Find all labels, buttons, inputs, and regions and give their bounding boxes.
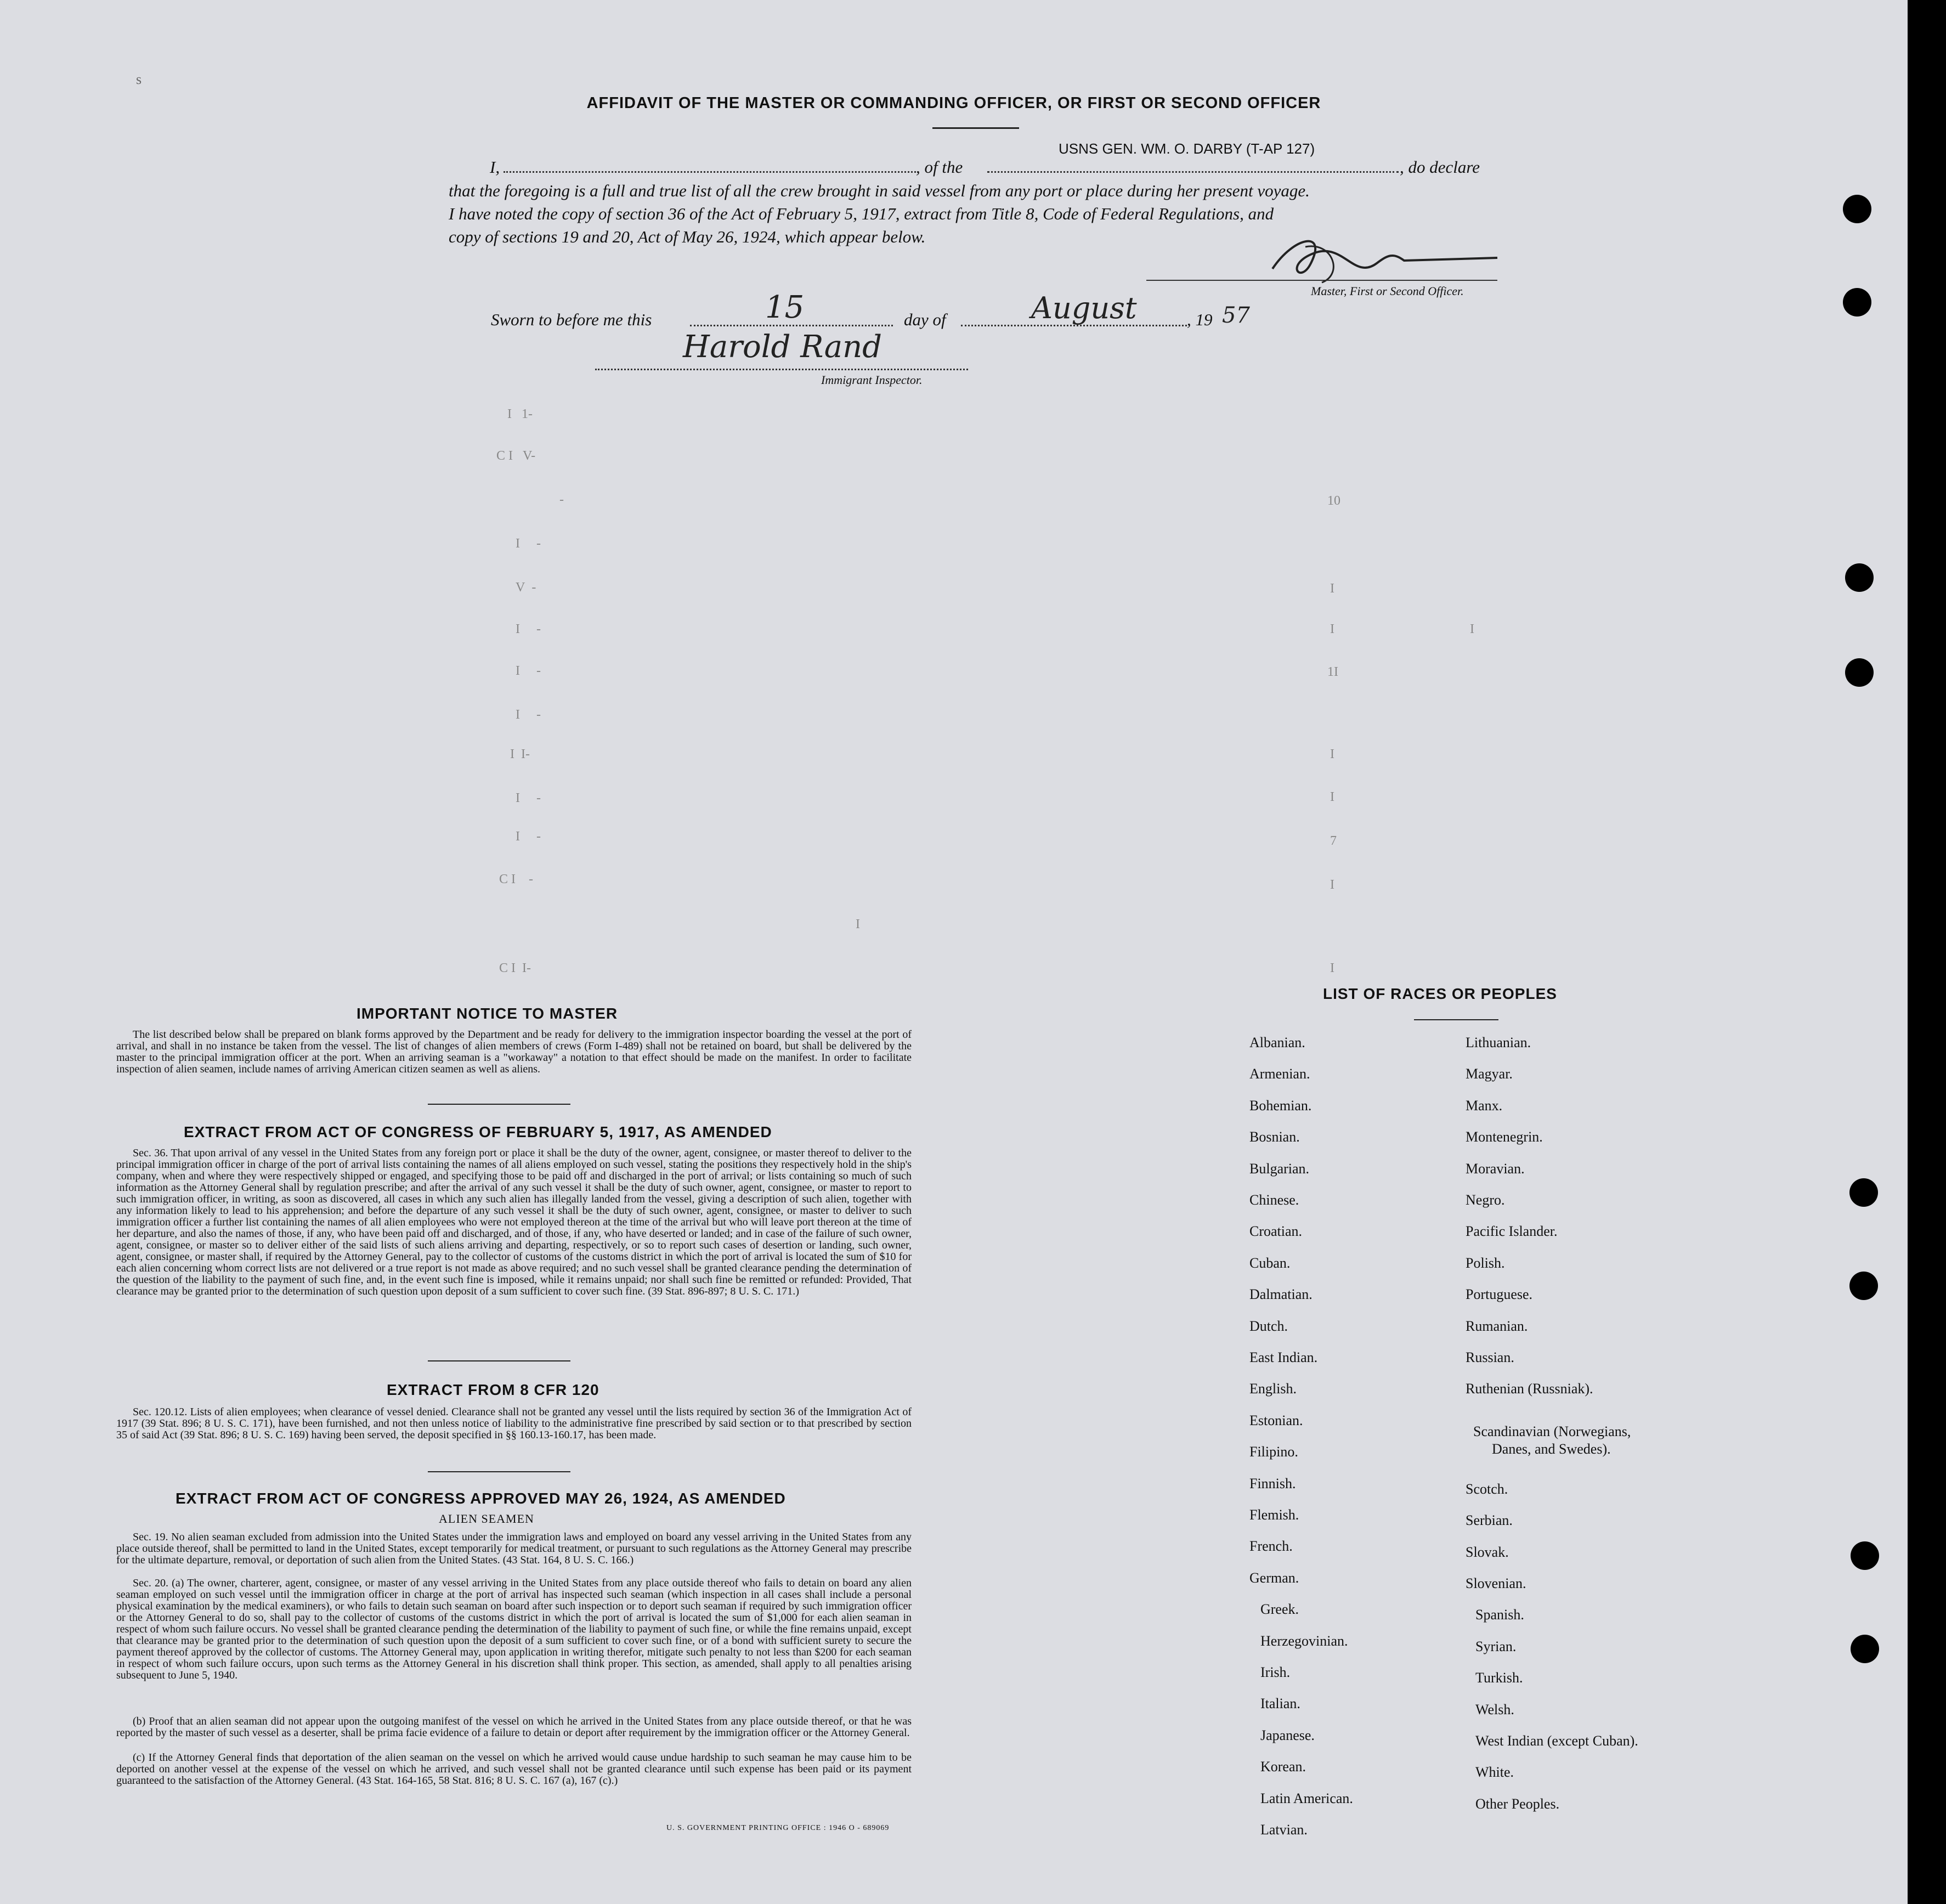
faint-mark: I — [1330, 622, 1334, 636]
extract-cfr-title: EXTRACT FROM 8 CFR 120 — [387, 1381, 599, 1398]
race-item: Latin American. — [1260, 1790, 1353, 1806]
faint-mark: I - — [516, 791, 541, 805]
affidavit-title: AFFIDAVIT OF THE MASTER OR COMMANDING OFFICER, OR FIRST OR SECOND OFFICER — [586, 94, 1321, 112]
extract-cfr-body: Sec. 120.12. Lists of alien employees; when clearance of vessel denied. Clearance shall not be granted any vessel until the lists required by section 36 of the Immigration Act of 1917 (39 Stat. 896; 8 U. S. C. 171), have been furnished, and not then unless notice of liability to the administrative fine prescribed by said section or to that prescribed by section 35 of said Act (39 Stat. 896; 8 U. S. C. 169) having been served, the deposit specified in §§ 160.13-160.17, has been made. — [116, 1406, 912, 1441]
faint-mark: I I- — [510, 747, 530, 761]
sworn-year: 57 — [1222, 303, 1250, 328]
race-item: Cuban. — [1249, 1255, 1291, 1271]
race-item: Greek. — [1260, 1601, 1299, 1618]
faint-mark: I 1- — [507, 407, 533, 421]
extract-1924-sec20a: Sec. 20. (a) The owner, charterer, agent, consignee, or master of any vessel arriving in the United States from any place outside thereof who fails to detain on board any alien seaman employed on such vessel until the immigration officer in charge at the port of arrival has inspected such seaman (which inspection in all cases shall include a personal physical examination by the medical examiners), or who fails to detain such seaman on board after such inspection or to deport such seaman if required by such immigration officer or the Attorney General to do so, shall pay to the collector of customs of the customs district in which the port of arrival is located the sum of $1,000 for each alien seaman in respect of whom such failure occurs. No vessel shall be granted clearance pending the determination of the liability to payment of such fine, or while the fine remains unpaid, except that clearance may be granted prior to the determination of such question upon the deposit of a sum sufficient to cover such fine, or of a bond with sufficient surety to secure the payment thereof approved by the collector of customs. The Attorney General may, upon application in writing therefor, mitigate such penalty to not less than $200 for each seaman in respect of whom such failure occurs, upon such terms as the Attorney General in his discretion shall think proper. This section, as amended, shall apply to all penalties arising subsequent to June 5, 1940. — [116, 1577, 912, 1681]
inspector-label: Immigrant Inspector. — [821, 373, 923, 387]
race-item: English. — [1249, 1381, 1297, 1397]
faint-mark: I — [1470, 622, 1474, 636]
scan-edge — [1908, 0, 1946, 1904]
race-item: East Indian. — [1249, 1349, 1318, 1365]
race-item: Other Peoples. — [1475, 1795, 1560, 1812]
day-of-label: day of — [904, 310, 946, 329]
extract-1924-sec20c: (c) If the Attorney General finds that deportation of the alien seaman on the vessel on which he arrived would cause undue hardship to such seaman he may cause him to be deported on another vessel at the expense of the vessel on which he arrived, and such vessel shall not be granted clearance until such expense has been paid or its payment guaranteed to the satisfaction of the Attorney General. (43 Stat. 164-165, 58 Stat. 816; 8 U. S. C. 167 (a), 167 (c).) — [116, 1752, 912, 1787]
race-item: Italian. — [1260, 1696, 1300, 1712]
race-item: Scandinavian (Norwegians, — [1473, 1423, 1631, 1439]
race-item: Magyar. — [1466, 1066, 1513, 1082]
page-number: s — [136, 71, 142, 87]
race-item: French. — [1249, 1538, 1293, 1555]
master-name-blank — [504, 171, 916, 173]
race-item: Flemish. — [1249, 1507, 1299, 1523]
inspector-signature-line — [595, 369, 968, 370]
race-item: Scotch. — [1466, 1481, 1508, 1497]
extract-1924-sec20b: (b) Proof that an alien seaman did not appear upon the outgoing manifest of the vessel on which he arrived in the United States from any place outside thereof, or that he was reported by the master of such vessel as a deserter, shall be prima facie evidence of a failure to detain or deport after requirement by the immigration officer or the Attorney General. — [116, 1715, 912, 1739]
race-item: Estonian. — [1249, 1412, 1303, 1428]
affidavit-line1-prefix: I, — [490, 157, 500, 177]
extract-1924-sec19: Sec. 19. No alien seaman excluded from admission into the United States under the immigration laws and employed on board any vessel arriving in the United States from any place outside thereof, shall be permitted to land in the United States, except temporarily for medical treatment, or pursuant to such regulations as the Attorney General may prescribe for the ultimate departure, removal, or deportation of such alien from the United States. (43 Stat. 164, 8 U. S. C. 166.) — [116, 1531, 912, 1566]
punch-hole — [1849, 1178, 1878, 1207]
punch-hole — [1851, 1541, 1879, 1570]
year-prefix: , 19 — [1187, 310, 1213, 329]
race-item: Pacific Islander. — [1466, 1223, 1558, 1240]
faint-mark: C I V- — [496, 449, 536, 463]
race-item: Dalmatian. — [1249, 1286, 1313, 1303]
extract-1917-body: Sec. 36. That upon arrival of any vessel in the United States from any foreign port or place it shall be the duty of the owner, agent, consignee, or master thereof to deliver to the principal immigration officer in charge of the port of arrival lists containing the names of all aliens employed on such vessel, stating the positions they respectively hold in the ship's company, when and where they were respectively shipped or engaged, and specifying those to be paid off and discharged in the port of arrival; or lists containing so much of such information as the Attorney General shall by regulation prescribe; and after the arrival of any such vessel it shall be the duty of such owner, agent, consignee, or master to report to such immigration officer, in writing, as soon as discovered, all cases in which any such alien has illegally landed from the vessel, giving a description of such alien, together with any information likely to lead to his apprehension; and before the departure of any such vessel it shall be the duty of such owner, agent, consignee, or master to deliver to such immigration officer a further list containing the names of all alien employees who were not employed thereon at the time of the arrival but who will leave port thereon at the time of her departure, and also the names of those, if any, who have been paid off and discharged, and of those, if any, who have deserted or landed; and in case of the failure of such owner, agent, consignee, or master so to deliver either of the said lists of such aliens arriving and departing, respectively, or so to report such cases of desertion or landing, such owner, agent, consignee, or master shall, if required by the Attorney General, pay to the collector of customs of the customs district in which the port of arrival is located the sum of $10 for each alien concerning whom correct lists are not delivered or a true report is not made as above required; and no such vessel shall be granted clearance pending the determination of the question of the liability to the payment of such fine, and, in the event such fine is imposed, while it remains unpaid; nor shall such fine be remitted or refunded: Provided, That clearance may be granted prior to the determination of such question upon deposit of a sum sufficient to cover such fine. (39 Stat. 896-897; 8 U. S. C. 171.) — [116, 1147, 912, 1297]
faint-mark: I - — [516, 622, 541, 636]
faint-mark: I — [1330, 878, 1334, 892]
affidavit-line3: I have noted the copy of section 36 of the Act of February 5, 1917, extract from Title 8, Code of Federal Regulations, and — [449, 204, 1274, 223]
affidavit-line1-mid: , of the — [916, 157, 963, 177]
officer-signature-line — [1146, 280, 1497, 281]
faint-mark: C I - — [499, 872, 533, 886]
divider — [932, 127, 1019, 129]
race-item: Latvian. — [1260, 1822, 1308, 1838]
race-item: West Indian (except Cuban). — [1475, 1733, 1638, 1749]
faint-mark: I — [856, 917, 860, 931]
race-item: Bulgarian. — [1249, 1160, 1310, 1177]
race-item: Welsh. — [1475, 1701, 1514, 1717]
faint-mark: I - — [516, 664, 541, 678]
affidavit-line1-suffix: , do declare — [1400, 157, 1480, 177]
divider — [1414, 1019, 1498, 1020]
faint-mark: 7 — [1330, 834, 1337, 848]
extract-1917-title: EXTRACT FROM ACT OF CONGRESS OF FEBRUARY 5, 1917, AS AMENDED — [184, 1123, 772, 1140]
race-item: Croatian. — [1249, 1223, 1303, 1240]
race-item: Montenegrin. — [1466, 1129, 1543, 1145]
inspector-signature: Harold Rand — [683, 329, 883, 365]
sworn-day: 15 — [765, 290, 805, 325]
extract-1924-subtitle: ALIEN SEAMEN — [439, 1512, 534, 1526]
race-item: Ruthenian (Russniak). — [1466, 1381, 1593, 1397]
race-item: Japanese. — [1260, 1727, 1315, 1743]
race-item: Spanish. — [1475, 1607, 1524, 1623]
faint-mark: I - — [516, 708, 541, 722]
faint-mark: 10 — [1327, 494, 1340, 508]
race-item: Lithuanian. — [1466, 1035, 1531, 1050]
race-item: Polish. — [1466, 1255, 1505, 1271]
faint-mark: I — [1330, 581, 1334, 596]
race-item: German. — [1249, 1569, 1299, 1586]
punch-hole — [1849, 1272, 1878, 1300]
races-title: LIST OF RACES OR PEOPLES — [1323, 985, 1557, 1002]
divider — [428, 1471, 570, 1472]
faint-mark: I - — [516, 536, 541, 551]
race-item: Slovenian. — [1466, 1575, 1526, 1591]
sworn-month: August — [1031, 291, 1137, 325]
race-item: Turkish. — [1475, 1670, 1523, 1686]
faint-mark: I — [1330, 747, 1334, 761]
race-item: Herzegovinian. — [1260, 1632, 1348, 1649]
faint-mark: V - — [516, 580, 536, 595]
race-item: Serbian. — [1466, 1512, 1513, 1529]
race-item: Filipino. — [1249, 1444, 1298, 1460]
printer-imprint: U. S. GOVERNMENT PRINTING OFFICE : 1946 O - 689069 — [666, 1824, 890, 1832]
race-item: Portuguese. — [1466, 1286, 1533, 1303]
race-item: Albanian. — [1249, 1035, 1305, 1050]
affidavit-line2: that the foregoing is a full and true list of all the crew brought in said vessel from any port or place during her present voyage. — [449, 181, 1310, 200]
race-item: Danes, and Swedes). — [1492, 1440, 1611, 1457]
affidavit-line4: copy of sections 19 and 20, Act of May 26, 1924, which appear below. — [449, 227, 926, 246]
punch-hole — [1851, 1635, 1879, 1663]
faint-mark: I — [1330, 961, 1334, 975]
officer-signature — [1261, 230, 1503, 291]
race-item: Irish. — [1260, 1664, 1291, 1680]
race-item: Finnish. — [1249, 1475, 1296, 1491]
race-item: Armenian. — [1249, 1066, 1310, 1082]
faint-mark: I - — [516, 829, 541, 844]
race-item: Dutch. — [1249, 1318, 1288, 1334]
punch-hole — [1845, 658, 1874, 687]
race-item: Slovak. — [1466, 1544, 1509, 1560]
vessel-blank — [987, 171, 1399, 173]
race-item: Rumanian. — [1466, 1318, 1528, 1334]
officer-label: Master, First or Second Officer. — [1311, 284, 1464, 298]
punch-hole — [1845, 563, 1874, 592]
race-item: Negro. — [1466, 1192, 1505, 1208]
notice-body: The list described below shall be prepared on blank forms approved by the Department and be ready for delivery to the immigration inspector boarding the vessel at the port of arrival, and shall in no instance be taken from the vessel. The list of changes of alien members of crews (Form I-489) shall not be retained on board, but shall be delivered by the master to the principal immigration officer at the port. When an arriving seaman is a "workaway" a notation to that effect should be made on the manifest. In order to facilitate inspection of alien seamen, include names of arriving American citizen seamen as well as aliens. — [116, 1029, 912, 1075]
race-item: Syrian. — [1475, 1638, 1517, 1654]
notice-title: IMPORTANT NOTICE TO MASTER — [357, 1005, 618, 1022]
divider — [428, 1104, 570, 1105]
race-item: Russian. — [1466, 1349, 1514, 1365]
race-item: White. — [1475, 1764, 1514, 1781]
divider — [428, 1360, 570, 1361]
punch-hole — [1843, 195, 1871, 223]
faint-mark: - — [559, 493, 564, 507]
faint-mark: I — [1330, 790, 1334, 804]
sworn-prefix: Sworn to before me this — [491, 310, 652, 329]
punch-hole — [1843, 288, 1871, 317]
race-item: Chinese. — [1249, 1192, 1299, 1208]
race-item: Korean. — [1260, 1759, 1306, 1775]
vessel-name: USNS GEN. WM. O. DARBY (T-AP 127) — [1059, 140, 1315, 157]
race-item: Bohemian. — [1249, 1097, 1312, 1114]
race-item: Manx. — [1466, 1097, 1503, 1114]
race-item: Moravian. — [1466, 1160, 1525, 1177]
faint-mark: 1I — [1327, 665, 1338, 679]
race-item: Bosnian. — [1249, 1129, 1300, 1145]
extract-1924-title: EXTRACT FROM ACT OF CONGRESS APPROVED MAY 26, 1924, AS AMENDED — [176, 1490, 786, 1507]
faint-mark: C I I- — [499, 961, 531, 975]
